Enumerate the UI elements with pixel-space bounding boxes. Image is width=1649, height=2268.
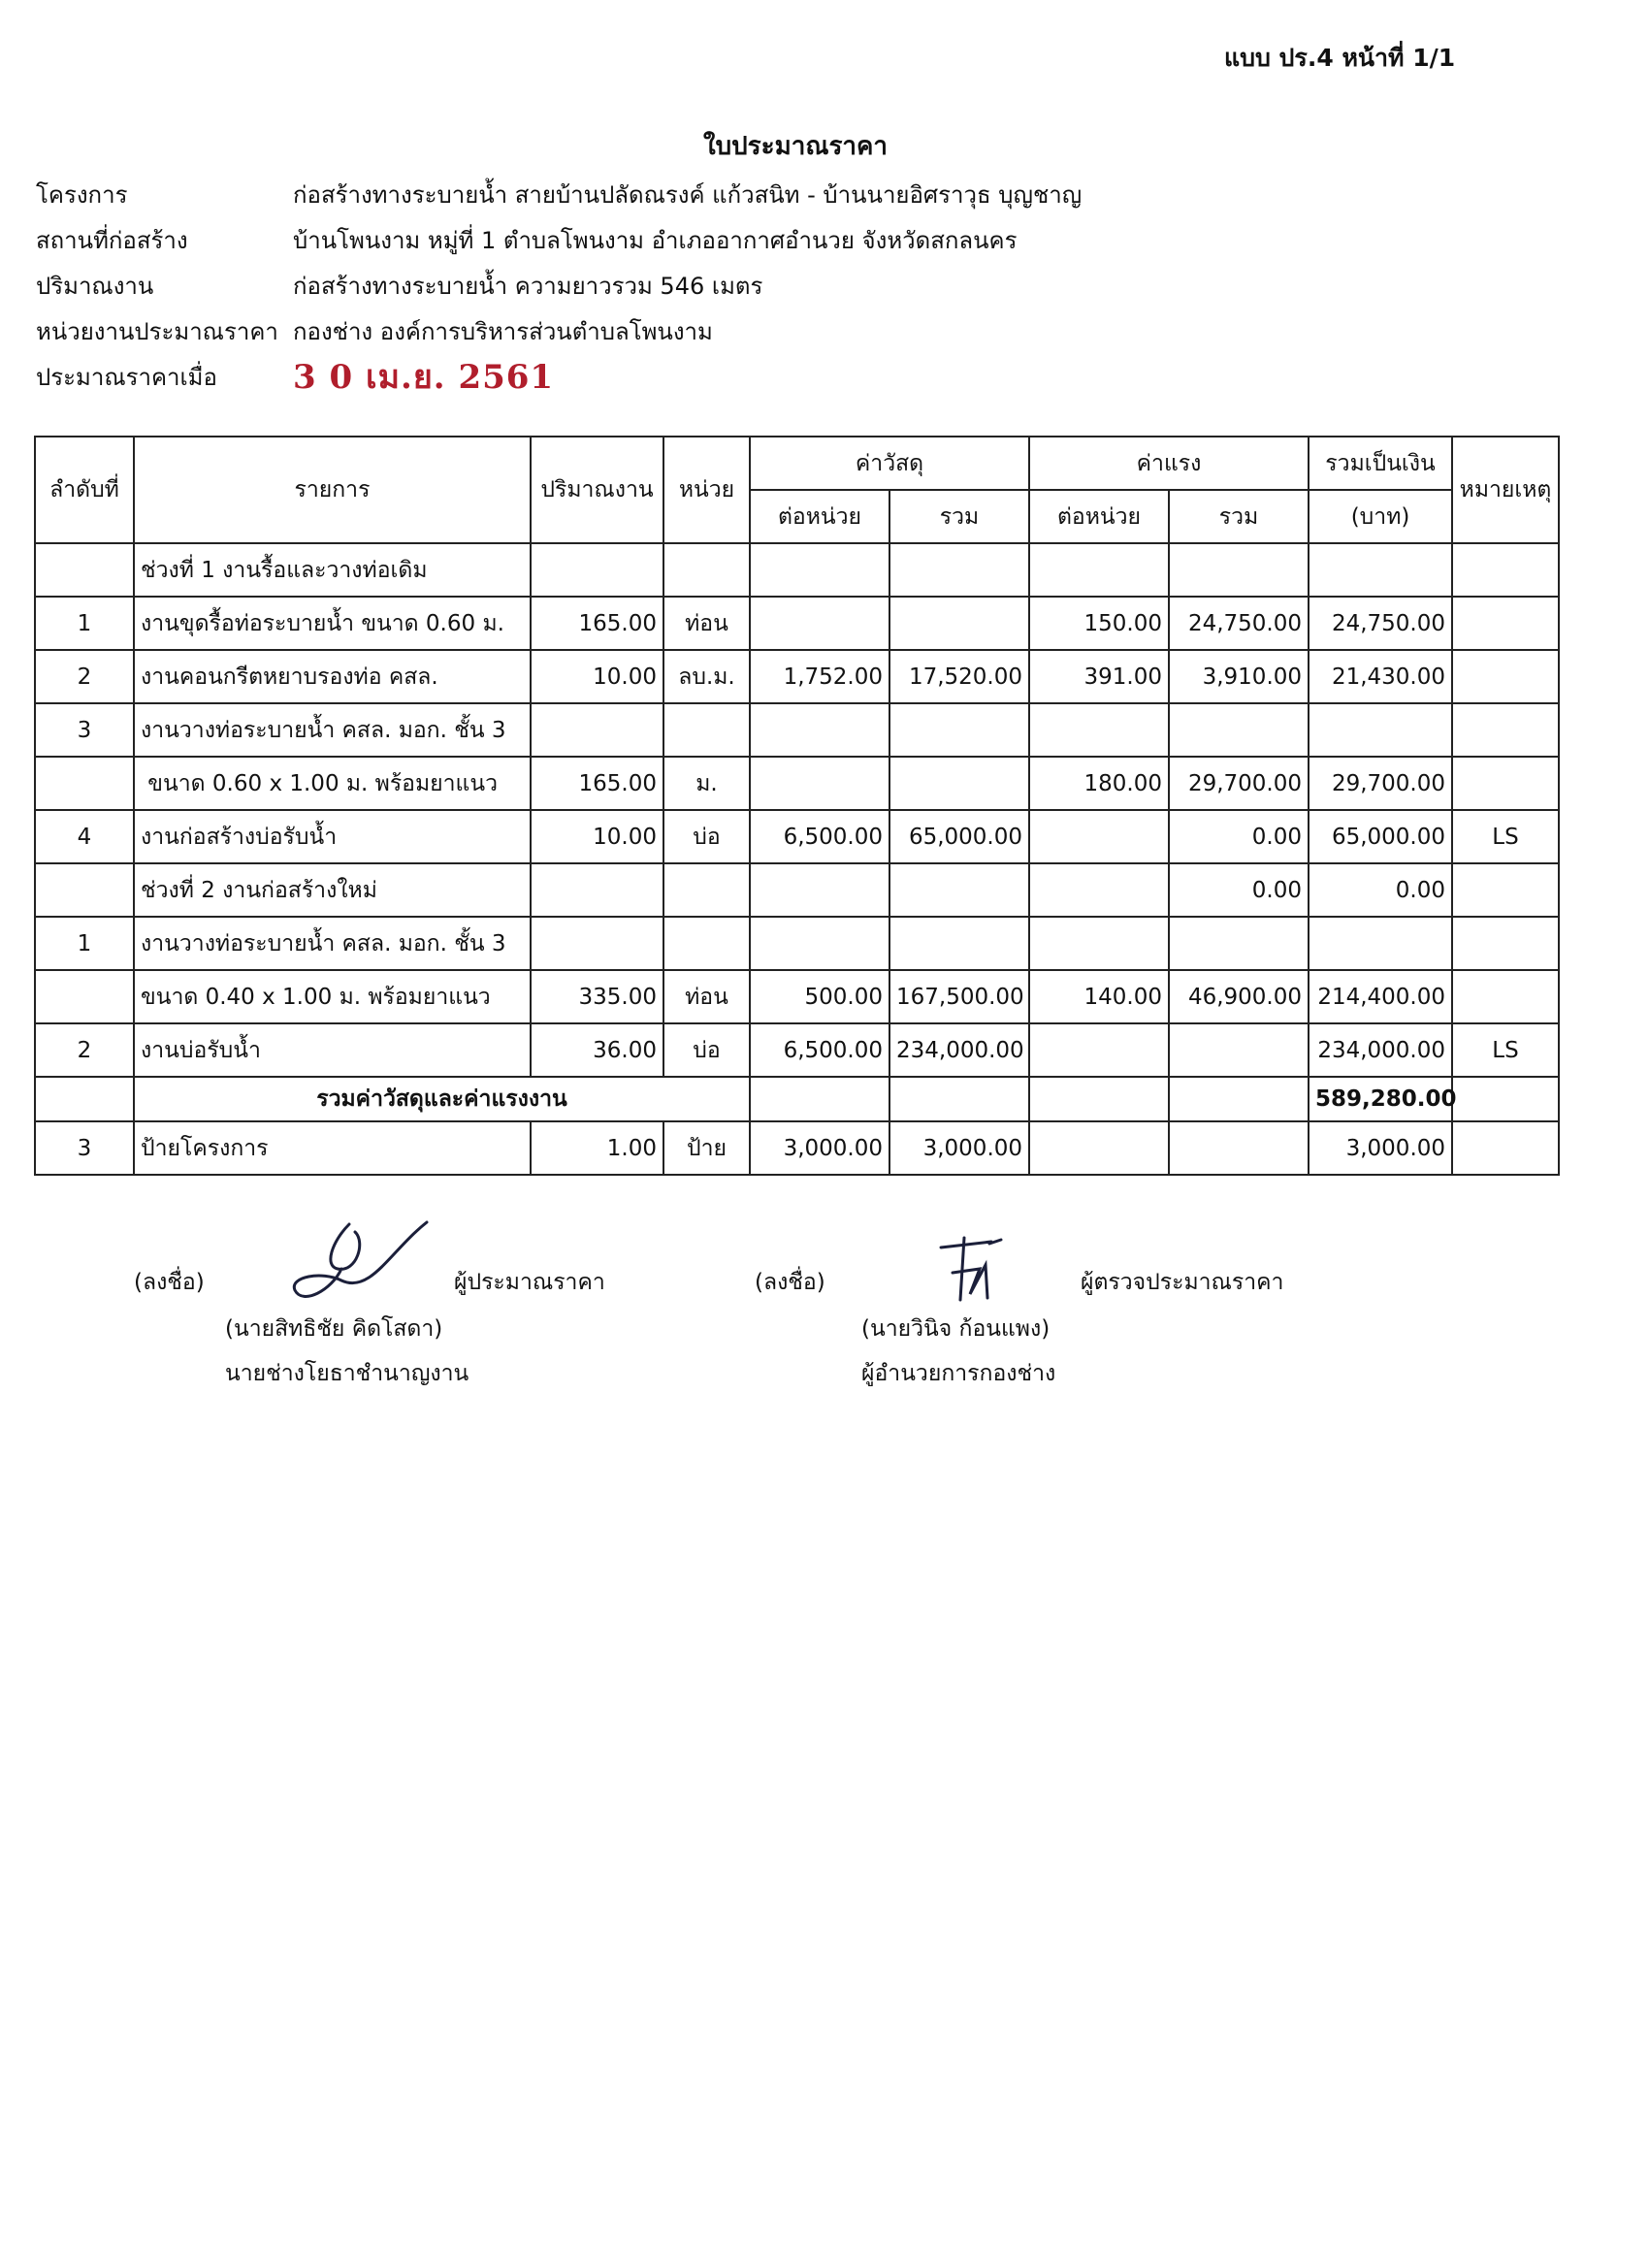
estimator-name: (นายสิทธิชัย คิดโสดา) [225,1316,443,1342]
cell-item: งานคอนกรีตหยาบรองท่อ คสล. [134,650,531,703]
cell-qty [531,543,663,597]
header-material-per-unit: ต่อหน่วย [750,490,889,543]
cell-total: 234,000.00 [1309,1023,1452,1077]
cell-labor-sum [1169,1023,1309,1077]
cell-labor-per-unit [1029,543,1169,597]
cell-labor-per-unit: 140.00 [1029,970,1169,1023]
table-row [35,757,1559,810]
estimator-position: นายช่างโยธาชำนาญงาน [225,1361,469,1386]
cell-material-sum: 3,000.00 [889,1121,1029,1175]
header-total-unit: (บาท) [1309,490,1452,543]
cell-total: 3,000.00 [1309,1121,1452,1175]
cell-labor-per-unit [1029,1121,1169,1175]
cell-item: งานก่อสร้างบ่อรับน้ำ [134,810,531,863]
cell-material-per-unit [750,703,889,757]
cell-labor-sum [1169,1077,1309,1121]
cell-labor-per-unit [1029,917,1169,970]
cell-unit [663,703,750,757]
cell-labor-sum: 0.00 [1169,863,1309,917]
cell-item: ป้ายโครงการ [134,1121,531,1175]
reviewer-sign-label: (ลงชื่อ) [755,1270,825,1295]
cell-item: ช่วงที่ 2 งานก่อสร้างใหม่ [134,863,531,917]
cell-material-per-unit [750,597,889,650]
subtotal-value: 589,280.00 [1309,1077,1452,1121]
cell-unit: บ่อ [663,810,750,863]
info-row-quantity [36,264,1082,309]
header-material: ค่าวัสดุ [750,437,1029,490]
info-row-date [36,355,1082,401]
cell-note [1452,1121,1559,1175]
info-row-project [36,173,1082,218]
info-label: โครงการ [36,181,128,209]
estimator-sign-label: (ลงชื่อ) [134,1270,205,1295]
cell-material-per-unit: 500.00 [750,970,889,1023]
header-unit: หน่วย [663,437,750,543]
project-info [36,173,1082,401]
cell-note: LS [1452,810,1559,863]
cell-qty: 165.00 [531,597,663,650]
cell-no: 1 [35,917,134,970]
cell-note [1452,757,1559,810]
cell-item: ช่วงที่ 1 งานรื้อและวางท่อเดิม [134,543,531,597]
cell-unit: ป้าย [663,1121,750,1175]
info-value: บ้านโพนงาม หมู่ที่ 1 ตำบลโพนงาม อำเภออากาศอำนวย จังหวัดสกลนคร [293,227,1018,254]
cell-labor-per-unit: 391.00 [1029,650,1169,703]
cell-labor-per-unit [1029,810,1169,863]
info-value: กองช่าง องค์การบริหารส่วนตำบลโพนงาม [293,318,713,345]
cell-qty: 10.00 [531,650,663,703]
info-value: ก่อสร้างทางระบายน้ำ สายบ้านปลัดณรงค์ แก้วสนิท - บ้านนายอิศราวุธ บุญชาญ [293,181,1083,209]
estimator-role: ผู้ประมาณราคา [454,1270,605,1295]
cell-note: LS [1452,1023,1559,1077]
cell-qty: 165.00 [531,757,663,810]
cell-total: 21,430.00 [1309,650,1452,703]
info-label: ปริมาณงาน [36,273,154,300]
cell-material-per-unit: 3,000.00 [750,1121,889,1175]
cell-material-sum: 167,500.00 [889,970,1029,1023]
cell-unit: ท่อน [663,597,750,650]
cell-material-sum [889,917,1029,970]
cell-labor-sum: 0.00 [1169,810,1309,863]
cell-total [1309,917,1452,970]
cell-note [1452,543,1559,597]
cell-total [1309,543,1452,597]
cell-total: 214,400.00 [1309,970,1452,1023]
cell-material-per-unit [750,1077,889,1121]
cell-no: 3 [35,703,134,757]
cell-labor-per-unit: 180.00 [1029,757,1169,810]
table-row [35,597,1559,650]
cell-material-per-unit [750,917,889,970]
cell-material-sum [889,863,1029,917]
header-qty: ปริมาณงาน [531,437,663,543]
table-row [35,1121,1559,1175]
cell-labor-sum: 29,700.00 [1169,757,1309,810]
cell-labor-sum: 3,910.00 [1169,650,1309,703]
header-material-sum: รวม [889,490,1029,543]
estimate-table [34,436,1560,1176]
header-labor-sum: รวม [1169,490,1309,543]
cell-material-sum [889,543,1029,597]
cell-unit [663,863,750,917]
cell-total: 65,000.00 [1309,810,1452,863]
info-row-agency [36,309,1082,355]
cell-labor-sum [1169,917,1309,970]
table-row [35,917,1559,970]
cell-no [35,1077,134,1121]
table-row [35,650,1559,703]
cell-note [1452,1077,1559,1121]
reviewer-name: (นายวินิจ ก้อนแพง) [861,1316,1051,1342]
table-row [35,810,1559,863]
cell-labor-per-unit [1029,1023,1169,1077]
cell-material-sum: 65,000.00 [889,810,1029,863]
cell-material-sum: 17,520.00 [889,650,1029,703]
form-number: แบบ ปร.4 หน้าที่ 1/1 [1224,44,1456,72]
reviewer-position: ผู้อำนวยการกองช่าง [861,1361,1056,1386]
cell-no [35,970,134,1023]
estimator-signature [274,1213,438,1319]
cell-material-sum [889,597,1029,650]
header-labor: ค่าแรง [1029,437,1309,490]
document-title: ใบประมาณราคา [702,132,889,161]
cell-total: 29,700.00 [1309,757,1452,810]
cell-labor-per-unit: 150.00 [1029,597,1169,650]
cell-unit [663,543,750,597]
cell-unit: ท่อน [663,970,750,1023]
cell-material-per-unit [750,863,889,917]
cell-labor-per-unit [1029,863,1169,917]
cell-labor-sum: 24,750.00 [1169,597,1309,650]
cell-note [1452,917,1559,970]
cell-material-sum [889,703,1029,757]
cell-labor-per-unit [1029,1077,1169,1121]
table-row [35,970,1559,1023]
cell-item: งานวางท่อระบายน้ำ คสล. มอก. ชั้น 3 [134,703,531,757]
cell-qty: 36.00 [531,1023,663,1077]
table-row [35,1023,1559,1077]
cell-note [1452,650,1559,703]
cell-item: งานบ่อรับน้ำ [134,1023,531,1077]
cell-material-sum: 234,000.00 [889,1023,1029,1077]
cell-note [1452,703,1559,757]
cell-material-per-unit: 6,500.00 [750,1023,889,1077]
info-row-location [36,218,1082,264]
cell-qty [531,917,663,970]
cell-no [35,757,134,810]
info-label: สถานที่ก่อสร้าง [36,227,188,254]
table-row [35,863,1559,917]
info-label: หน่วยงานประมาณราคา [36,318,278,345]
cell-note [1452,970,1559,1023]
header-note: หมายเหตุ [1452,437,1559,543]
header-labor-per-unit: ต่อหน่วย [1029,490,1169,543]
cell-unit: ม. [663,757,750,810]
cell-no: 4 [35,810,134,863]
cell-qty: 1.00 [531,1121,663,1175]
cell-labor-sum [1169,1121,1309,1175]
reviewer-signature [931,1230,1018,1308]
cell-no: 2 [35,650,134,703]
cell-note [1452,863,1559,917]
cell-unit: ลบ.ม. [663,650,750,703]
cell-total: 24,750.00 [1309,597,1452,650]
header-item: รายการ [134,437,531,543]
cell-no: 2 [35,1023,134,1077]
table-row [35,703,1559,757]
cell-qty [531,703,663,757]
cell-unit: บ่อ [663,1023,750,1077]
info-label: ประมาณราคาเมื่อ [36,364,217,391]
cell-qty: 10.00 [531,810,663,863]
cell-material-per-unit [750,543,889,597]
info-value: ก่อสร้างทางระบายน้ำ ความยาวรวม 546 เมตร [293,273,763,300]
cell-material-sum [889,1077,1029,1121]
cell-no: 3 [35,1121,134,1175]
cell-total: 0.00 [1309,863,1452,917]
cell-no [35,543,134,597]
cell-no [35,863,134,917]
cell-qty: 335.00 [531,970,663,1023]
cell-qty [531,863,663,917]
table-row [35,543,1559,597]
cell-no: 1 [35,597,134,650]
reviewer-role: ผู้ตรวจประมาณราคา [1081,1270,1284,1295]
subtotal-row [35,1077,1559,1121]
header-row [35,437,1559,490]
subtotal-label: รวมค่าวัสดุและค่าแรงงาน [134,1077,750,1121]
cell-item: ขนาด 0.60 x 1.00 ม. พร้อมยาแนว [134,757,531,810]
cell-material-per-unit: 6,500.00 [750,810,889,863]
cell-item: งานขุดรื้อท่อระบายน้ำ ขนาด 0.60 ม. [134,597,531,650]
cell-material-per-unit [750,757,889,810]
cell-labor-sum [1169,703,1309,757]
cell-labor-sum [1169,543,1309,597]
header-total: รวมเป็นเงิน [1309,437,1452,490]
cell-labor-per-unit [1029,703,1169,757]
date-stamp: 3 0 เม.ย. 2561 [293,358,555,397]
cell-total [1309,703,1452,757]
cell-note [1452,597,1559,650]
cell-labor-sum: 46,900.00 [1169,970,1309,1023]
cell-item: งานวางท่อระบายน้ำ คสล. มอก. ชั้น 3 [134,917,531,970]
cell-unit [663,917,750,970]
cell-material-per-unit: 1,752.00 [750,650,889,703]
cell-material-sum [889,757,1029,810]
cell-item: ขนาด 0.40 x 1.00 ม. พร้อมยาแนว [134,970,531,1023]
header-no: ลำดับที่ [35,437,134,543]
